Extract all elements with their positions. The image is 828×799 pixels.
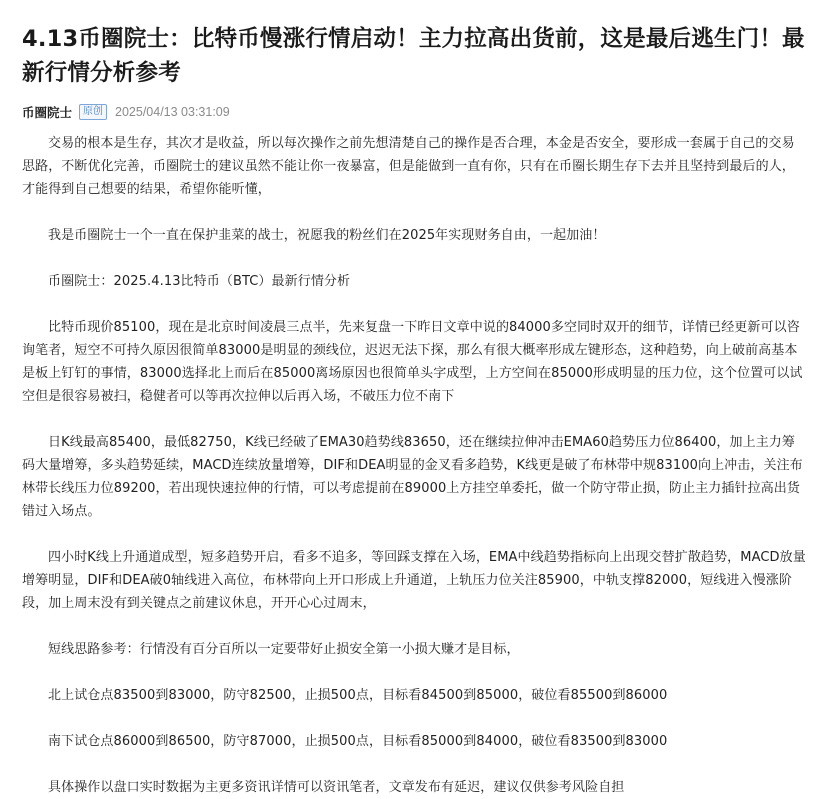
article-meta (22, 102, 806, 122)
paragraph-short-plan: 南下试仓点86000到86500，防守87000，止损500点，目标看85000到84000，破位看83500到83000 (48, 734, 668, 749)
paragraph-disclaimer: 具体操作以盘口实时数据为主更多资讯详情可以资讯笔者，文章发布有延迟，建议仅供参考风险自担 (48, 780, 625, 795)
original-badge: 原创 (79, 104, 107, 120)
paragraph-review: 比特币现价85100，现在是北京时间凌晨三点半，先来复盘一下昨日文章中说的84000多空同时双开的细节，详情已经更新可以咨询笔者，短空不可持久原因很简单83000是明显的颈线位，迟迟无法下探，那么有很大概率形成左键形态，这种趋势，向上破前高基本是板上钉钉的事情，83000选择北上而后在85000离场原因也很简单头字成型，上方空间在85000形成明显的压力位，这个位置可以试空但是很容易被扫，稳健者可以等再次拉伸以后再入场，不破压力位不南下 (22, 320, 803, 404)
article-title: 4.13币圈院士：比特币慢涨行情启动！主力拉高出货前，这是最后逃生门！最新行情分析参考 (22, 26, 805, 86)
paragraph-long-plan: 北上试仓点83500到83000，防守82500，止损500点，目标看84500到85000，破位看85500到86000 (48, 688, 668, 703)
paragraph-daily-kline: 日K线最高85400，最低82750，K线已经破了EMA30趋势线83650，还在继续拉伸冲击EMA60趋势压力位86400，加上主力筹码大量增筹，多头趋势延续，MACD连续放量增筹，DIF和DEA明显的金叉看多趋势，K线更是破了布林带中规83100向上冲击，关注布林带长线压力位89200，若出现快速拉伸的行情，可以考虑提前在89000上方挂空单委托，做一个防守带止损，防止主力插针拉高出货错过入场点。 (22, 435, 803, 519)
paragraph-4h-kline: 四小时K线上升通道成型，短多趋势开启，看多不追多，等回踩支撑在入场，EMA中线趋势指标向上出现交替扩散趋势，MACD放量增筹明显，DIF和DEA破0轴线进入高位，布林带向上开口形成上升通道，上轨压力位关注85900，中轨支撑82000，短线进入慢涨阶段，加上周末没有到关键点之前建议休息，开开心心过周末， (22, 550, 806, 611)
article-body (22, 132, 806, 799)
publish-time: 2025/04/13 03:31:09 (115, 105, 230, 119)
paragraph-intro: 交易的根本是生存，其次才是收益，所以每次操作之前先想清楚自己的操作是否合理，本金是否安全，要形成一套属于自己的交易思路，不断优化完善，币圈院士的建议虽然不能让你一夜暴富，但是能做到一直有你，只有在币圈长期生存下去并且坚持到最后的人，才能得到自己想要的结果，希望你能听懂， (22, 136, 795, 197)
paragraph-strategy: 短线思路参考：行情没有百分百所以一定要带好止损安全第一小损大赚才是目标， (48, 642, 520, 657)
author-name[interactable]: 币圈院士 (22, 105, 73, 120)
paragraph-heading: 币圈院士：2025.4.13比特币（BTC）最新行情分析 (48, 274, 351, 289)
paragraph-greeting: 我是币圈院士一个一直在保护韭菜的战士，祝愿我的粉丝们在2025年实现财务自由，一起加油！ (48, 228, 606, 243)
